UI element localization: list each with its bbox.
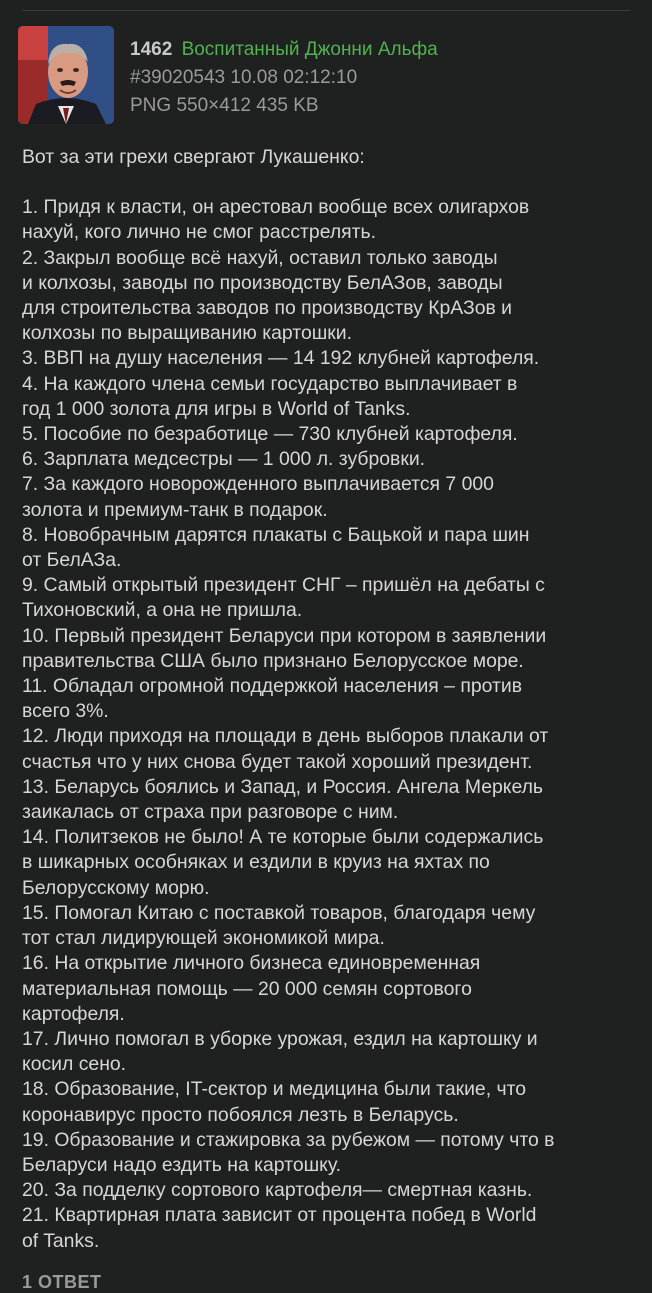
- top-divider: [22, 10, 630, 11]
- post-file-info: PNG 550×412 435 KB: [130, 95, 319, 116]
- list-item: 14. Политзеков не было! А те которые были содержались в шикарных особняках и ездили в круиз на яхтах по Белорусскому морю.: [22, 826, 544, 899]
- post-id-time[interactable]: #39020543 10.08 02:12:10: [130, 67, 358, 88]
- list-item: 7. За каждого новорожденного выплачивается 7 000 золота и премиум-танк в подарок.: [22, 473, 494, 521]
- post-title-line: [130, 36, 438, 64]
- list-item: 8. Новобрачным дарятся плакаты с Бацькой и пара шин от БелАЗа.: [22, 523, 530, 572]
- list-item: 9. Самый открытый президент СНГ – пришёл на дебаты с Тихоновский, а она не пришла.: [22, 574, 545, 622]
- portrait-image: [18, 26, 114, 124]
- post-meta: [130, 36, 438, 120]
- list-item: 11. Обладал огромной поддержкой населения – против всего 3%.: [22, 675, 522, 723]
- list-item: 21. Квартирная плата зависит от процента побед в World of Tanks.: [22, 1204, 537, 1252]
- list-item: 12. Люди приходя на площади в день выборов плакали от счастья что у них снова будет такой хороший президент.: [22, 725, 549, 773]
- post-intro: Вот за эти грехи свергают Лукашенко:: [22, 146, 365, 168]
- list-item: 16. На открытие личного бизнеса единовременная материальная помощь — 20 000 семян сортового картофеля.: [22, 952, 481, 1025]
- replies-link[interactable]: 1 ОТВЕТ: [22, 1272, 102, 1292]
- list-item: 17. Лично помогал в уборке урожая, ездил на картошку и косил сено.: [22, 1027, 538, 1076]
- list-item: 15. Помогал Китаю с поставкой товаров, благодаря чему тот стал лидирующей экономикой мира.: [22, 901, 536, 950]
- post-number: 1462: [130, 39, 173, 60]
- list-item: 13. Беларусь боялись и Запад, и Россия. Ангела Меркель заикалась от страха при разговоре с ним.: [22, 775, 544, 824]
- post-body: [22, 145, 634, 1254]
- post-author[interactable]: Воспитанный Джонни Альфа: [181, 39, 438, 60]
- list-item: 19. Образование и стажировка за рубежом — потому что в Беларуси надо ездить на картошку.: [22, 1128, 555, 1176]
- list-item: 1. Придя к власти, он арестовал вообще всех олигархов нахуй, кого лично не смог расстрелять.: [22, 196, 530, 244]
- list-item: 5. Пособие по безработице — 730 клубней картофеля.: [22, 423, 518, 446]
- list-item: 4. На каждого члена семьи государство выплачивает в год 1 000 золота для игры в World of Tanks.: [22, 372, 518, 420]
- list-item: 18. Образование, IT-сектор и медицина были такие, что коронавирус просто побоялся лезть в Беларусь.: [22, 1078, 527, 1126]
- list-item: 6. Зарплата медсестры — 1 000 л. зубровки.: [22, 448, 426, 471]
- list-item: 10. Первый президент Беларуси при котором в заявлении правительства США было признано Белорусское море.: [22, 624, 547, 672]
- list-item: 3. ВВП на душу населения — 14 192 клубней картофеля.: [22, 347, 540, 370]
- post-header: [18, 26, 628, 126]
- post-image-thumbnail[interactable]: [18, 26, 114, 124]
- list-item: 2. Закрыл вообще всё нахуй, оставил только заводы и колхозы, заводы по производству БелАЗов, заводы для строительства заводов по производству КрАЗов и колхозы по выращиванию картошки.: [22, 246, 513, 345]
- list-item: 20. За подделку сортового картофеля— смертная казнь.: [22, 1179, 533, 1202]
